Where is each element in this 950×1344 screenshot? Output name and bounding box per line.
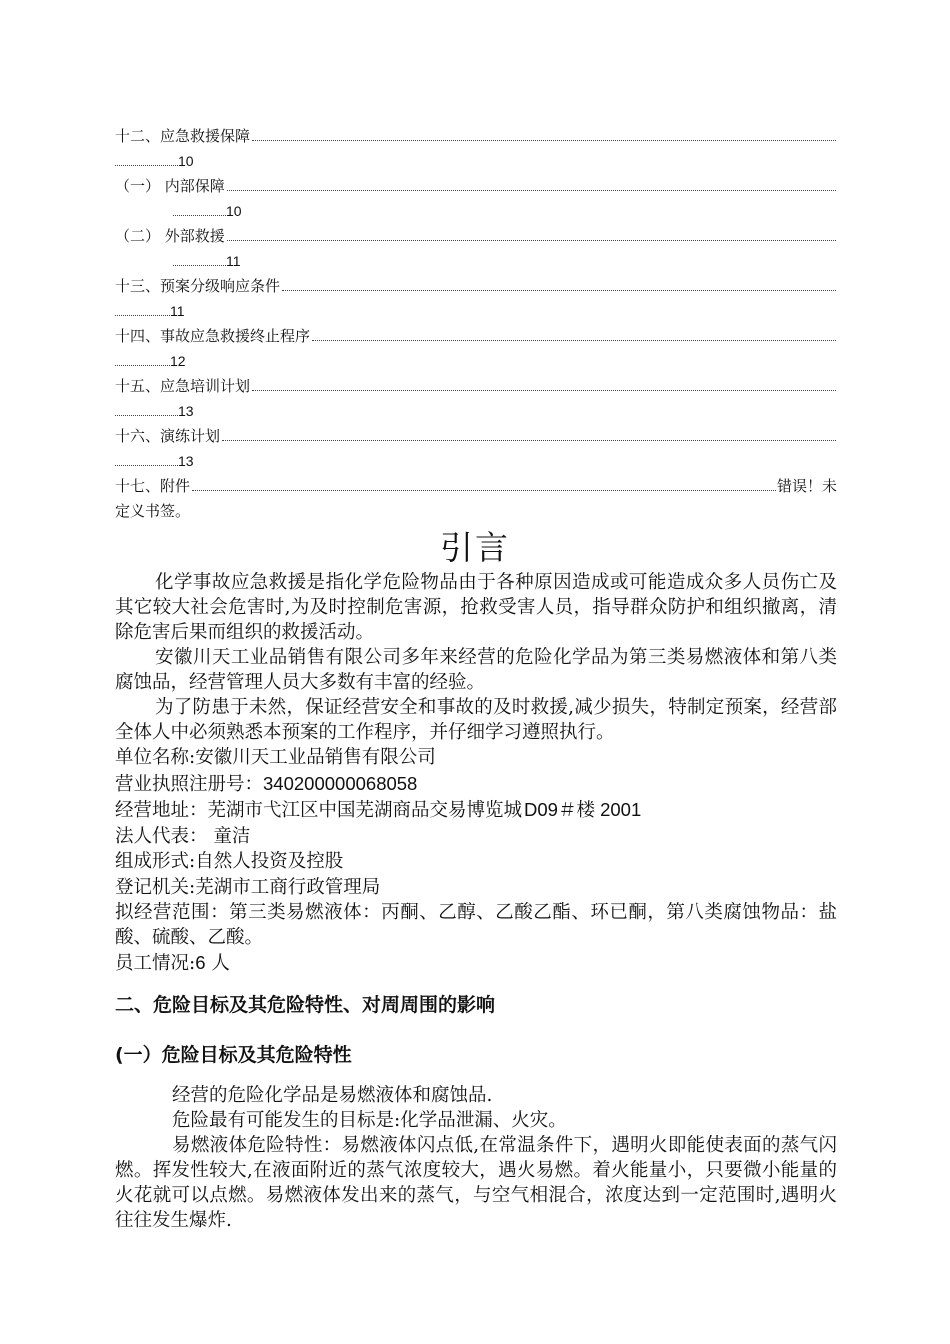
business-license-label: 营业执照注册号：: [115, 773, 264, 795]
toc-leader: [192, 489, 776, 491]
business-license-number: 340200000068058: [263, 772, 418, 794]
toc-page-number: 13: [178, 453, 194, 469]
document-body: [115, 570, 837, 1233]
toc-entry-label: 十三、预案分级响应条件: [115, 277, 281, 295]
toc-leader: [173, 214, 226, 216]
section-paragraph: 危险最有可能发生的目标是:化学品泄漏、火灾。: [172, 1109, 567, 1131]
toc-leader: [115, 314, 170, 316]
toc-leader: [115, 164, 178, 166]
toc-entry-label: 十七、附件: [115, 477, 191, 495]
staff-info: [115, 950, 837, 977]
toc-entry-page-line: [115, 149, 837, 174]
organization-form: 组成形式:自然人投资及控股: [115, 851, 344, 872]
toc-leader: [115, 414, 178, 416]
toc-error-text-continued: 定义书签。: [115, 502, 191, 520]
toc-page-number: 13: [178, 403, 194, 419]
toc-entry-page-line: [115, 249, 837, 274]
toc-leader: [252, 389, 836, 391]
toc-entry-label: 十四、事故应急救援终止程序: [115, 327, 311, 345]
toc-leader: [222, 439, 836, 441]
toc-error-text: 错误！未: [776, 477, 837, 495]
toc-entry-page-line: [115, 399, 837, 424]
section-paragraph: 易燃液体危险特性：易燃液体闪点低,在常温条件下，遇明火即能使表面的蒸气闪燃。挥发性较大,在液面附近的蒸气浓度较大，遇火易燃。着火能量小，只要微小能量的火花就可以点燃。易燃液体发出来的蒸气，与空气相混合，浓度达到一定范围时,遇明火往往发生爆炸.: [115, 1134, 837, 1231]
page-title: 引言: [440, 528, 510, 567]
toc-entry[interactable]: [115, 124, 837, 149]
company-name: 单位名称:安徽川天工业品销售有限公司: [115, 747, 436, 768]
toc-entry-page-line: [115, 449, 837, 474]
toc-leader: [115, 364, 170, 366]
intro-paragraph: 安徽川天工业品销售有限公司多年来经营的危险化学品为第三类易燃液体和第八类腐蚀品，经营管理人员大多数有丰富的经验。: [115, 647, 837, 693]
toc-leader: [282, 289, 836, 291]
toc-entry-page-line: [115, 299, 837, 324]
toc-entry[interactable]: [115, 224, 837, 249]
toc-leader: [115, 464, 178, 466]
subsection-heading: (一）危险目标及其危险特性: [115, 1043, 352, 1066]
registration-authority: 登记机关:芜湖市工商行政管理局: [115, 876, 381, 898]
toc-page-number: 11: [226, 253, 241, 269]
business-address-code: D09＃楼 2001: [524, 799, 642, 820]
toc-leader: [173, 264, 226, 266]
staff-count: 6: [195, 952, 206, 973]
toc-leader: [252, 139, 836, 141]
toc-page-number: 10: [178, 153, 194, 169]
business-license: [115, 771, 837, 798]
toc-entry[interactable]: [115, 174, 837, 199]
business-scope: 拟经营范围：第三类易燃液体：丙酮、乙醇、乙酸乙酯、环已酮，第八类腐蚀物品：盐酸、硫酸、乙酸。: [115, 902, 837, 948]
toc-entry-label: 十五、应急培训计划: [115, 377, 251, 395]
toc-page-number: 12: [170, 353, 186, 369]
toc-entry[interactable]: [115, 374, 837, 399]
toc-entry-label: 十二、应急救援保障: [115, 127, 251, 145]
toc-page-number: 11: [170, 303, 185, 319]
section-paragraph: 经营的危险化学品是易燃液体和腐蚀品.: [172, 1084, 493, 1106]
toc-entry[interactable]: [115, 274, 837, 299]
toc-leader: [312, 339, 836, 341]
business-address-label: 经营地址：芜湖市弋江区中国芜湖商品交易博览城: [115, 800, 523, 821]
business-address: [115, 797, 837, 824]
toc-page-number: 10: [226, 203, 242, 219]
staff-unit: 人: [205, 953, 230, 974]
table-of-contents: [115, 124, 837, 524]
toc-entry-page-line: [115, 199, 837, 224]
toc-entry-label: 十六、演练计划: [115, 427, 221, 445]
toc-leader: [227, 189, 836, 191]
intro-paragraph: 化学事故应急救援是指化学危险物品由于各种原因造成或可能造成众多人员伤亡及其它较大社会危害时,为及时控制危害源，抢救受害人员，指导群众防护和组织撤离，清除危害后果而组织的救援活动。: [115, 572, 837, 643]
intro-paragraph: 为了防患于未然，保证经营安全和事故的及时救援,减少损失，特制定预案，经营部全体人中必须熟悉本预案的工作程序，并仔细学习遵照执行。: [115, 697, 837, 743]
toc-entry-label: （二） 外部救援: [115, 227, 225, 245]
toc-entry-page-line: [115, 349, 837, 374]
staff-info-label: 员工情况:: [115, 953, 196, 974]
toc-entry-label: （一） 内部保障: [115, 177, 225, 195]
section-heading: 二、危险目标及其危险特性、对周周围的影响: [115, 993, 496, 1016]
legal-representative: 法人代表： 童洁: [115, 825, 251, 847]
toc-entry[interactable]: [115, 324, 837, 349]
toc-entry-page-line: [115, 499, 837, 524]
toc-entry[interactable]: [115, 424, 837, 449]
toc-entry[interactable]: [115, 474, 837, 499]
toc-leader: [227, 239, 836, 241]
